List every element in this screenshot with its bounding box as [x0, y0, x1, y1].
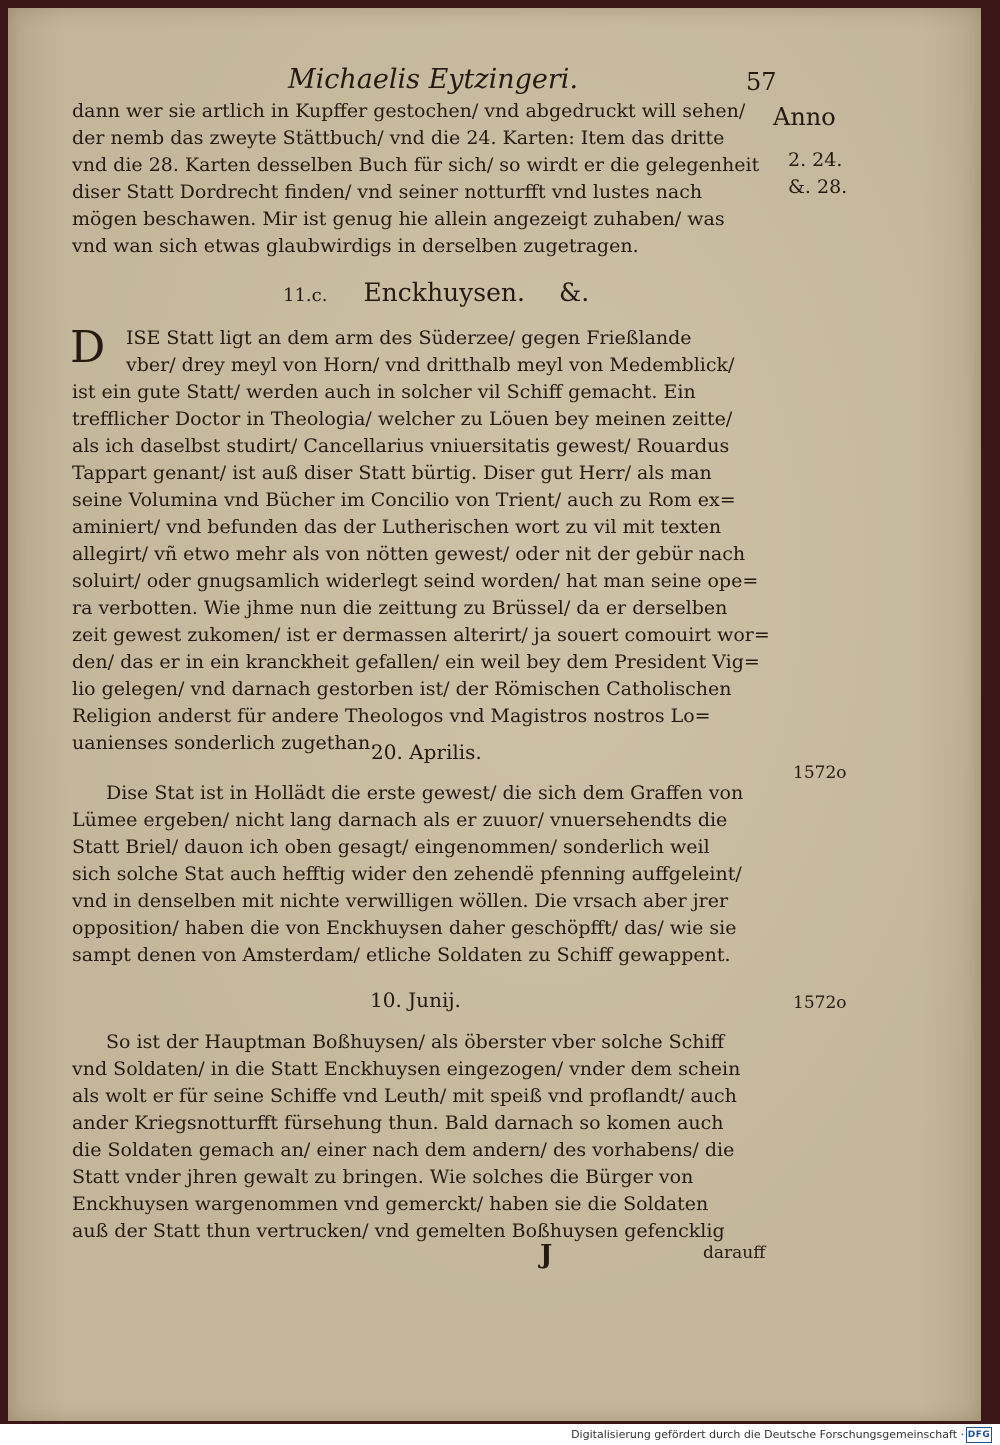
page-number: 57: [746, 68, 777, 96]
text-line: auß der Statt thun vertrucken/ vnd gemelten Boßhuysen gefencklig: [72, 1220, 725, 1242]
date-heading: 10. Junij.: [370, 988, 461, 1012]
text-line: der nemb das zweyte Stättbuch/ vnd die 24. Karten: Item das dritte: [72, 127, 725, 149]
text-line: ra verbotten. Wie jhme nun die zeittung zu Brüssel/ da er derselben: [72, 597, 728, 619]
text-line: als ich daselbst studirt/ Cancellarius vniuersitatis gewest/ Rouardus: [72, 435, 730, 457]
text-line: den/ das er in ein kranckheit gefallen/ ein weil bey dem President Vig=: [72, 651, 760, 673]
text-line: lio gelegen/ vnd darnach gestorben ist/ der Römischen Catholischen: [72, 678, 732, 700]
text-line: ISE Statt ligt an dem arm des Süderzee/ gegen Frießlande: [126, 327, 692, 349]
text-line: dann wer sie artlich in Kupffer gestochen/ vnd abgedruckt will sehen/: [72, 100, 746, 122]
text-line: Religion anderst für andere Theologos vnd Magistros nostros Lo=: [72, 705, 711, 727]
text-line: So ist der Hauptman Boßhuysen/ als öberster vber solche Schiff: [106, 1031, 725, 1053]
text-line: uanienses sonderlich zugethan.: [72, 732, 377, 754]
text-line: sampt denen von Amsterdam/ etliche Soldaten zu Schiff gewappent.: [72, 944, 731, 966]
section-number: 11.c.: [283, 285, 328, 306]
text-line: trefflicher Doctor in Theologia/ welcher zu Löuen bey meinen zeitte/: [72, 408, 733, 430]
text-line: Dise Stat ist in Hollädt die erste gewest/ die sich dem Graffen von: [106, 782, 744, 804]
text-line: Statt Briel/ dauon ich oben gesagt/ eingenommen/ sonderlich weil: [72, 836, 710, 858]
text-line: ander Kriegsnotturfft fürsehung thun. Bald darnach so komen auch: [72, 1112, 724, 1134]
text-line: mögen beschawen. Mir ist genug hie allein angezeigt zuhaben/ was: [72, 208, 725, 230]
text-line: vber/ drey meyl von Horn/ vnd dritthalb meyl von Medemblick/: [126, 354, 735, 376]
text-line: Lümee ergeben/ nicht lang darnach als er zuuor/ vnuersehendts die: [72, 809, 728, 831]
text-line: sich solche Stat auch hefftig wider den zehendë pfenning auffgeleint/: [72, 863, 742, 885]
text-line: diser Statt Dordrecht finden/ vnd seiner notturfft vnd lustes nach: [72, 181, 703, 203]
section-title: Enckhuysen.: [363, 278, 525, 307]
text-line: opposition/ haben die von Enckhuysen daher geschöpfft/ das/ wie sie: [72, 917, 737, 939]
text-line: vnd die 28. Karten desselben Buch für sich/ so wirdt er die gelegenheit: [72, 154, 760, 176]
text-line: Tappart genant/ ist auß diser Statt bürtig. Diser gut Herr/ als man: [72, 462, 712, 484]
text-line: als wolt er für seine Schiffe vnd Leuth/ mit speiß vnd proflandt/ auch: [72, 1085, 737, 1107]
margin-note-reference: &. 28.: [788, 176, 848, 198]
section-mark: &.: [558, 278, 590, 307]
text-line: Enckhuysen wargenommen vnd gemerckt/ haben sie die Soldaten: [72, 1193, 709, 1215]
margin-note-anno: Anno: [773, 103, 836, 131]
text-line: vnd in denselben mit nichte verwilligen wöllen. Die vrsach aber jrer: [72, 890, 729, 912]
text-line: die Soldaten gemach an/ einer nach dem andern/ des vorhabens/ die: [72, 1139, 735, 1161]
catchword: darauff: [703, 1243, 766, 1263]
text-line: Statt vnder jhren gewalt zu bringen. Wie solches die Bürger von: [72, 1166, 694, 1188]
text-line: ist ein gute Statt/ werden auch in solcher vil Schiff gemacht. Ein: [72, 381, 696, 403]
text-line: soluirt/ oder gnugsamlich widerlegt seind worden/ hat man seine ope=: [72, 570, 759, 592]
date-heading: 20. Aprilis.: [371, 740, 482, 764]
dfg-logo-icon: DFG: [966, 1427, 992, 1443]
text-line: vnd Soldaten/ in die Statt Enckhuysen eingezogen/ vnder dem schein: [72, 1058, 741, 1080]
section-heading: [283, 278, 589, 307]
footer-bar: [0, 1424, 1000, 1445]
running-title: Michaelis Eytzingeri.: [288, 64, 579, 95]
text-line: seine Volumina vnd Bücher im Concilio von Trient/ auch zu Rom ex=: [72, 489, 736, 511]
funding-notice: Digitalisierung gefördert durch die Deutsche Forschungsgemeinschaft ·: [571, 1428, 964, 1441]
margin-note-reference: 2. 24.: [788, 149, 843, 171]
margin-note-year: 1572o: [793, 993, 847, 1013]
text-line: vnd wan sich etwas glaubwirdigs in derselben zugetragen.: [72, 235, 639, 257]
margin-note-year: 1572o: [793, 763, 847, 783]
text-line: aminiert/ vnd befunden das der Lutherischen wort zu vil mit texten: [72, 516, 722, 538]
text-line: zeit gewest zukomen/ ist er dermassen alterirt/ ja souert comouirt wor=: [72, 624, 770, 646]
initial-letter: D: [70, 322, 106, 373]
book-page: [8, 8, 981, 1421]
signature-mark: J: [540, 1240, 553, 1270]
text-line: allegirt/ vñ etwo mehr als von nötten gewest/ oder nit der gebür nach: [72, 543, 746, 565]
